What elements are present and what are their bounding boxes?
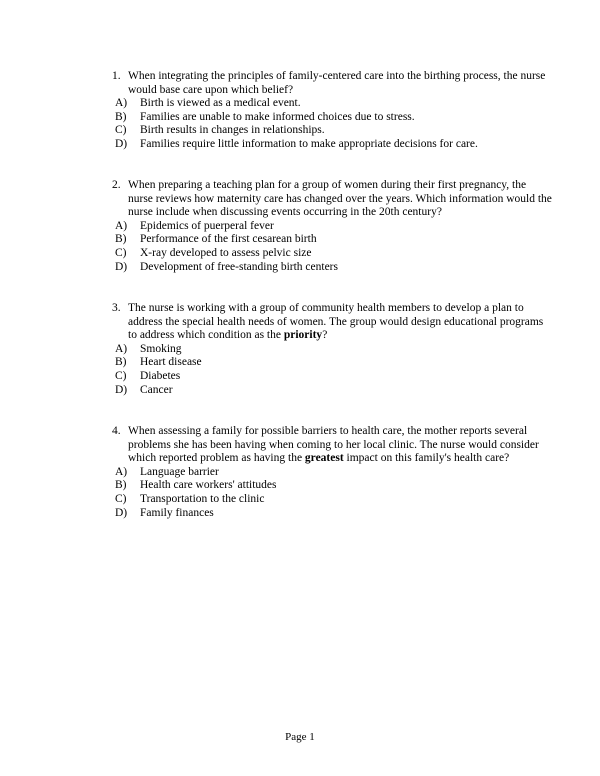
option-d [112, 261, 552, 275]
option-letter: A) [115, 219, 128, 232]
option-text: Health care workers' attitudes [140, 479, 277, 492]
question-3 [112, 302, 552, 397]
question-stem [128, 179, 552, 220]
option-text: Diabetes [140, 369, 181, 382]
option-b [112, 479, 552, 493]
stem-text: When integrating the principles of family-centered care into the birthing process, the nurse would base care upon which belief? [128, 70, 546, 96]
question-2 [112, 179, 552, 274]
option-letter: D) [115, 383, 128, 396]
option-letter: A) [115, 342, 128, 355]
option-c [112, 493, 552, 507]
option-letter: A) [115, 465, 128, 478]
option-c [112, 247, 552, 261]
option-letter: B) [115, 233, 127, 246]
stem-text: ? [322, 329, 328, 342]
emphasis-keyword: greatest [304, 452, 344, 465]
option-b [112, 356, 552, 370]
stem-text: impact on this family's health care? [343, 452, 510, 465]
question-header [112, 179, 552, 220]
option-d [112, 138, 552, 152]
option-text: Heart disease [140, 356, 202, 369]
answer-options [112, 343, 552, 397]
option-text: Birth is viewed as a medical event. [140, 97, 301, 110]
option-letter: C) [115, 369, 127, 382]
option-letter: A) [115, 97, 128, 110]
question-stem [128, 302, 552, 343]
option-d [112, 507, 552, 521]
option-text: X-ray developed to assess pelvic size [140, 246, 312, 259]
question-header [112, 425, 552, 466]
option-text: Performance of the first cesarean birth [140, 233, 317, 246]
stem-text: The nurse is working with a group of community health members to develop a plan to address the special health needs of women. The group would design educational programs to address which condition as the [128, 302, 544, 342]
option-text: Birth results in changes in relationships. [140, 124, 325, 137]
option-letter: B) [115, 479, 127, 492]
option-letter: D) [115, 506, 128, 519]
answer-options [112, 97, 552, 151]
question-header [112, 302, 552, 343]
question-4 [112, 425, 552, 520]
question-number: 3. [112, 302, 121, 314]
question-stem [128, 70, 552, 97]
option-text: Transportation to the clinic [140, 492, 265, 505]
question-header [112, 70, 552, 97]
option-letter: D) [115, 260, 128, 273]
question-number: 1. [112, 70, 121, 82]
option-a [112, 97, 552, 111]
question-number: 2. [112, 179, 121, 191]
answer-options [112, 466, 552, 520]
option-a [112, 343, 552, 357]
option-text: Families are unable to make informed choices due to stress. [140, 110, 415, 123]
question-stem [128, 425, 552, 466]
question-number: 4. [112, 425, 121, 437]
option-d [112, 384, 552, 398]
stem-text: When assessing a family for possible barriers to health care, the mother reports several problems she has been having when coming to her local clinic. The nurse would consider which reported problem as having the [128, 425, 539, 465]
option-letter: C) [115, 492, 127, 505]
emphasis-keyword: priority [283, 329, 323, 342]
stem-text: When preparing a teaching plan for a group of women during their first pregnancy, the nurse reviews how maternity care has changed over the years. Which information would the nurse include when discussing events occurring in the 20th century? [128, 179, 552, 219]
option-text: Development of free-standing birth centers [140, 260, 338, 273]
option-a [112, 466, 552, 480]
option-letter: C) [115, 124, 127, 137]
option-letter: B) [115, 110, 127, 123]
option-b [112, 233, 552, 247]
option-text: Smoking [140, 342, 182, 355]
option-c [112, 370, 552, 384]
option-c [112, 124, 552, 138]
option-letter: B) [115, 356, 127, 369]
option-text: Families require little information to make appropriate decisions for care. [140, 137, 478, 150]
option-letter: D) [115, 137, 128, 150]
option-text: Epidemics of puerperal fever [140, 219, 274, 232]
option-text: Language barrier [140, 465, 219, 478]
option-a [112, 220, 552, 234]
answer-options [112, 220, 552, 274]
option-b [112, 111, 552, 125]
option-letter: C) [115, 246, 127, 259]
option-text: Cancer [140, 383, 173, 396]
option-text: Family finances [140, 506, 214, 519]
page-number: Page 1 [285, 731, 315, 743]
question-1 [112, 70, 552, 152]
